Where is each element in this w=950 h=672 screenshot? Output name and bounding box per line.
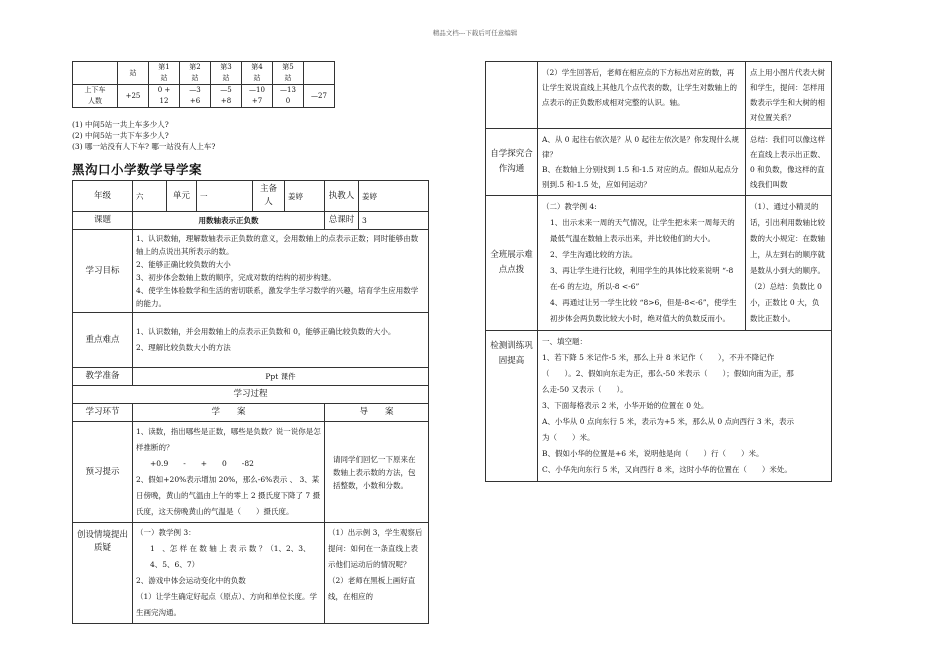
hours-value: 3 <box>359 212 429 230</box>
test-item: 1、若下降 5 米记作-5 米，那么上升 8 米记作（ ），不升不降记作（ ）。2、假如向东走为正，那么-50 米表示（ ）；假如向南为正，那么走-50 又表示（ ）。 <box>542 353 794 394</box>
station-header-cell <box>304 62 335 85</box>
display-guide <box>746 196 832 331</box>
station-value-cell: —13 0 <box>273 85 304 108</box>
prep-row <box>73 368 429 386</box>
station-header-cell <box>73 62 118 85</box>
preview-item: 1、读数，指出哪些是正数，哪些是负数？说一说你是怎样推断的？ <box>136 427 321 452</box>
process-header-row <box>73 404 429 422</box>
key-point-item: 1、认识数轴，并会用数轴上的点表示正负数和 0，能够正确比较负数的大小。 <box>136 327 396 336</box>
test-item: 3、下面每格表示 2 米，小华开始的位置在 0 处。 <box>542 401 709 410</box>
station-value-row <box>73 85 335 108</box>
display-guide-item: （2）总结：负数比 0 小，正数比 0 大，负数比正数小。 <box>750 282 822 323</box>
key-points-label: 重点难点 <box>73 313 133 368</box>
display-guide-item: （1）、通过小精灵的话，引出利用数轴比较数的大小规定：在数轴上，从左到右的顺序就是数从小到大的顺序。 <box>750 202 825 275</box>
topic-label: 课题 <box>73 212 133 230</box>
preparer-value: 姜婷 <box>285 181 325 212</box>
test-item: A、小华从 0 点向东行 5 米，表示为+5 米，那么从 0 点向西行 3 米，表示为（ ）米。 <box>542 417 795 442</box>
station-header-cell: 第5站 <box>273 62 304 85</box>
scenario-item: （1）让学生确定好起点（原点）、方向和单位长度。学生画完沟通。 <box>136 592 318 617</box>
key-points-row <box>73 313 429 368</box>
test-label: 检测训练巩固提高 <box>486 331 538 482</box>
scenario-guide-item: （2）老师在黑板上画好直线，在相应的 <box>328 576 416 601</box>
station-header-cell: 第4站 <box>242 62 273 85</box>
goal-item: 4、使学生体验数学和生活的密切联系，激发学生学习数学的兴趣，培育学生应用数学的能力。 <box>136 286 419 308</box>
key-point-item: 2、理解比较负数大小的方法 <box>136 343 231 352</box>
test-item: 一、填空题： <box>542 337 587 346</box>
station-header-cell: 第2站 <box>180 62 211 85</box>
station-value-cell: —10 +7 <box>242 85 273 108</box>
continued-study: （2）学生回答后，老师在相应点的下方标出对应的数，再让学生说说直线上其他几个点代表的数，让学生对数轴上的点表示的正负数形成相对完整的认识。轴。 <box>538 62 746 129</box>
explore-row <box>486 129 832 196</box>
question-list <box>72 119 215 152</box>
preview-study <box>133 422 325 523</box>
grade-value: 六 <box>133 181 167 212</box>
preparer-label: 主备人 <box>253 181 285 212</box>
preview-item: 2、假如+20%表示增加 20%，那么-6%表示 、 3、某日傍晚，黄山的气温由上午的零上 2 摄氏度下降了 7 摄氏度，这天傍晚黄山的气温是（ ）摄氏度。 <box>136 475 321 516</box>
display-item: 4、再通过让另一学生比较 “8>6，但是-8<-6”，使学生初步体会两负数比较大小时，绝对值大的负数反而小。 <box>550 298 737 323</box>
prep-value: Ppt 课件 <box>133 368 429 386</box>
explore-label: 自学探究合作沟通 <box>486 129 538 196</box>
process-title-row <box>73 386 429 404</box>
teacher-label: 执教人 <box>325 181 359 212</box>
explore-item: B、在数轴上分别找到 1.5 和-1.5 对应的点。假如从起点分别到.5 和-1.5 处，应如何运动？ <box>542 165 739 189</box>
continued-guide: 点上用小图片代表大树和学生，提问：怎样用数表示学生和大树的相对位置关系？ <box>746 62 832 129</box>
continued-empty-cell <box>486 62 538 129</box>
scenario-item: （一）教学例 3： <box>136 528 196 537</box>
station-value-cell: —5 +8 <box>211 85 242 108</box>
header-note: 精品文档---下载后可任意编辑 <box>432 29 518 37</box>
scenario-guide-item: （1）出示例 3，学生观察后提问：如何在一条直线上表示他们运动后的情况呢？ <box>328 528 423 569</box>
key-points-content <box>133 313 429 368</box>
station-value-cell: 0 +12 <box>149 85 180 108</box>
display-row <box>486 196 832 331</box>
goal-item: 3、初步体会数轴上数的顺序，完成对数的结构的初步构建。 <box>136 273 336 282</box>
explore-guide: 总结：我们可以像这样在直线上表示出正数、0 和负数，像这样的直线我们叫数 <box>746 129 832 196</box>
unit-value: 一 <box>197 181 253 212</box>
teacher-value: 姜婷 <box>359 181 429 212</box>
station-header-cell: 站 <box>118 62 149 85</box>
topic-value: 用数轴表示正负数 <box>133 212 325 230</box>
station-header-cell: 第3站 <box>211 62 242 85</box>
scenario-study <box>133 523 325 624</box>
school-title: 黑沟口小学数学导学案 <box>72 162 203 177</box>
prep-label: 教学准备 <box>73 368 133 386</box>
goal-item: 1、认识数轴，理解数轴表示正负数的意义，会用数轴上的点表示正数；同时能够由数轴上的点说出其所表示的数。 <box>136 234 419 256</box>
explore-item: A、从 0 起往右依次是？从 0 起往左依次是？你发现什么规律？ <box>542 135 739 159</box>
display-label: 全班展示难点点拨 <box>486 196 538 331</box>
display-item: 3、再让学生进行比较，利用学生的具体比较来说明 “-8 在-6 的左边，所以-8 <-6” <box>550 266 734 291</box>
display-study <box>538 196 746 331</box>
display-item: 2、学生沟通比较的方法。 <box>550 250 638 259</box>
test-item: C、小华先向东行 5 米，又向西行 8 米，这时小华的位置在（ ）米处。 <box>542 465 792 474</box>
guide-header: 导 案 <box>325 404 429 422</box>
preview-guide: 请同学们回忆一下原来在数轴上表示数的方法，包括整数，小数和分数。 <box>325 422 429 523</box>
test-item: B、假如小华的位置是+6 米，说明他是向（ ）行（ ）米。 <box>542 449 764 458</box>
goals-content <box>133 230 429 313</box>
display-item: （二）教学例 4: <box>542 202 597 211</box>
question: (1) 中间5站一共上车多少人? <box>72 120 169 129</box>
scenario-row <box>73 523 429 624</box>
preview-label: 预习提示 <box>73 422 133 523</box>
goal-item: 2、能够正确比较负数的大小 <box>136 260 231 269</box>
station-header-cell: 第1站 <box>149 62 180 85</box>
study-header: 学 案 <box>133 404 325 422</box>
scenario-label: 创设情境提出质疑 <box>73 523 133 624</box>
goals-row <box>73 230 429 313</box>
stage-header: 学习环节 <box>73 404 133 422</box>
question: (3) 哪一站没有人下车? 哪一站没有人上车? <box>72 142 216 151</box>
station-value-cell: —3 +6 <box>180 85 211 108</box>
process-title: 学习过程 <box>73 386 429 404</box>
continued-row <box>486 62 832 129</box>
test-content <box>538 331 832 482</box>
station-table <box>72 61 335 108</box>
scenario-item: 2、游戏中体会运动变化中的负数 <box>136 576 246 585</box>
right-table <box>485 61 832 482</box>
station-value-cell: —27 <box>304 85 335 108</box>
question: (2) 中间5站一共下车多少人? <box>72 131 169 140</box>
lesson-plan-table <box>72 180 429 624</box>
goals-label: 学习目标 <box>73 230 133 313</box>
scenario-item: 1 、怎 样 在 数 轴 上 表 示 数 ？（1、2、3、4、5、6、7） <box>150 544 311 569</box>
scenario-guide <box>325 523 429 624</box>
explore-study <box>538 129 746 196</box>
topic-row <box>73 212 429 230</box>
hours-label: 总课时 <box>325 212 359 230</box>
info-row <box>73 181 429 212</box>
preview-item: +0.9 - + 0 -82 <box>150 459 254 468</box>
station-row-label: 上下车人数 <box>73 85 118 108</box>
grade-label: 年级 <box>73 181 133 212</box>
station-header-row <box>73 62 335 85</box>
test-row <box>486 331 832 482</box>
display-item: 1、出示未来一周的天气情况，让学生把未来一周每天的最低气温在数轴上表示出来，并比较他们的大小。 <box>550 218 735 243</box>
preview-row <box>73 422 429 523</box>
station-value-cell: +25 <box>118 85 149 108</box>
unit-label: 单元 <box>167 181 197 212</box>
